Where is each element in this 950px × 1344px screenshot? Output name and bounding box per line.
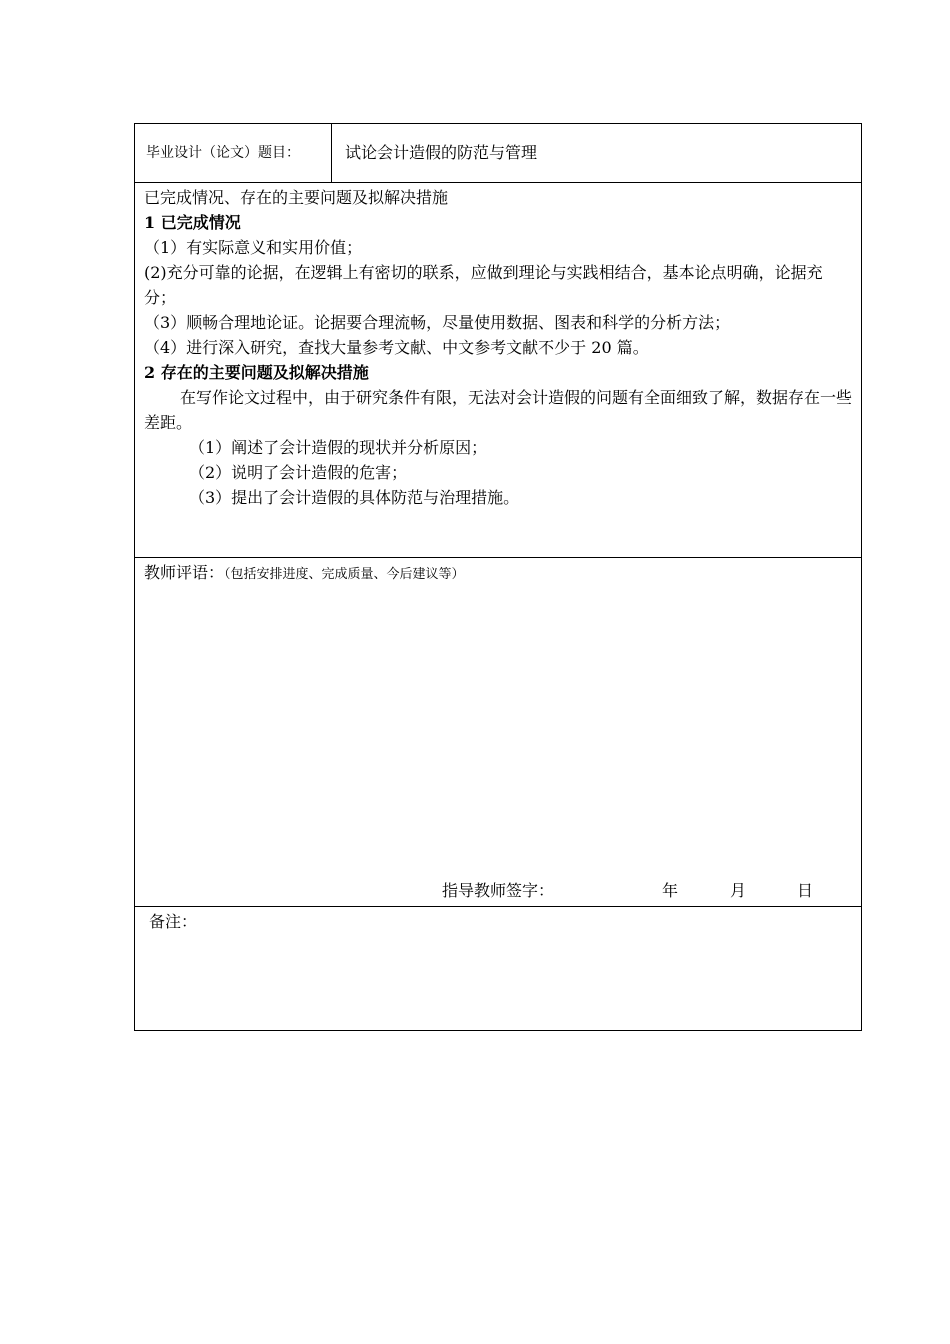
progress-section xyxy=(135,183,861,558)
section2-item: （1）阐述了会计造假的现状并分析原因； xyxy=(189,438,488,457)
teacher-comment-label xyxy=(144,560,465,587)
thesis-title-label: 毕业设计（论文）题目： xyxy=(135,124,332,182)
remark-section xyxy=(135,907,861,1030)
remark-label: 备注： xyxy=(149,912,198,931)
teacher-comment-title: 教师评语： xyxy=(144,563,225,582)
year-label: 年 xyxy=(662,881,679,900)
title-row xyxy=(135,124,861,183)
report-form xyxy=(134,123,862,1031)
section1-item: （4）进行深入研究，查找大量参考文献、中文参考文献不少于 20 篇。 xyxy=(144,338,649,357)
thesis-title: 试论会计造假的防范与管理 xyxy=(345,143,538,162)
day-label: 日 xyxy=(797,881,814,900)
section1-title: 1 已完成情况 xyxy=(144,213,241,232)
signature-label: 指导教师签字： xyxy=(442,881,555,900)
progress-heading: 已完成情况、存在的主要问题及拟解决措施 xyxy=(144,188,449,207)
section1-item: （1）有实际意义和实用价值； xyxy=(144,238,363,257)
teacher-comment-note: （包括安排进度、完成质量、今后建议等） xyxy=(224,567,465,582)
section1-item: （3）顺畅合理地论证。论据要合理流畅，尽量使用数据、图表和科学的分析方法； xyxy=(144,313,731,332)
section2-paragraph: 在写作论文过程中，由于研究条件有限，无法对会计造假的问题有全面细致了解，数据存在一些差距。 xyxy=(144,388,853,432)
month-label: 月 xyxy=(730,881,747,900)
section2-item: （3）提出了会计造假的具体防范与治理措施。 xyxy=(189,488,520,507)
section2-item: （2）说明了会计造假的危害； xyxy=(189,463,408,482)
section1-item: (2)充分可靠的论据，在逻辑上有密切的联系，应做到理论与实践相结合，基本论点明确，论据充分； xyxy=(144,263,823,307)
section2-title: 2 存在的主要问题及拟解决措施 xyxy=(144,363,369,382)
teacher-comment-section xyxy=(135,558,861,907)
